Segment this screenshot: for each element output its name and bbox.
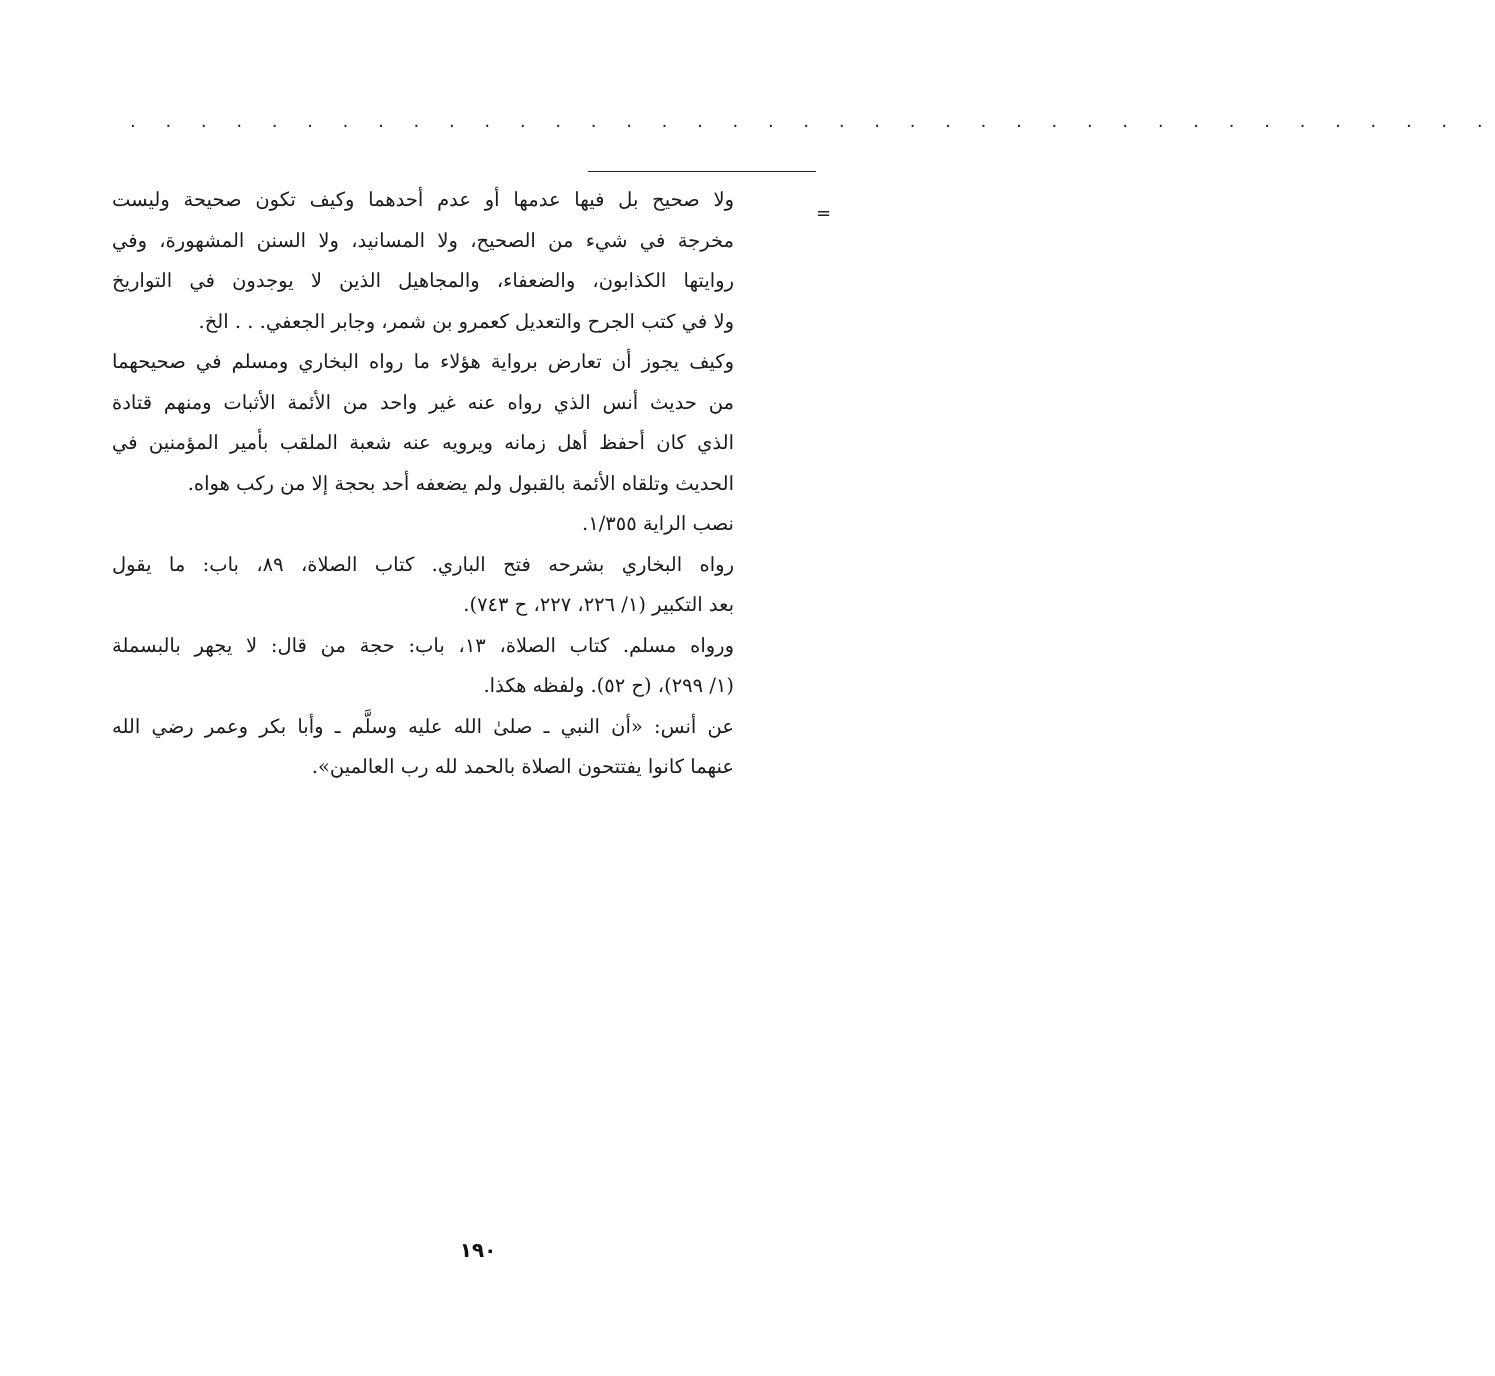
footnote-text-block <box>112 180 734 788</box>
footnote-line: (١/ ٢٩٩)، (ح ٥٢). ولفظه هكذا. <box>483 674 734 697</box>
page-number: ١٩٠ <box>459 1238 497 1262</box>
footnote-line: الذي كان أحفظ أهل زمانه ويرويه عنه شعبة الملقب بأمير المؤمنين في <box>112 431 734 454</box>
footnote-rule <box>588 171 816 172</box>
header-dots-separator: . . . . . . . . . . . . . . . . . . . . . . . . . . . . . . . . . . . . . . . <box>130 111 1495 132</box>
footnote-line: رواه البخاري بشرحه فتح الباري. كتاب الصلاة، ٨٩، باب: ما يقول <box>112 552 735 576</box>
footnote-line: عن أنس: «أن النبي ـ صلىٰ الله عليه وسلَّم ـ وأبا بكر وعمر رضي الله <box>112 714 734 738</box>
footnote-line: وكيف يجوز أن تعارض برواية هؤلاء ما رواه البخاري ومسلم في صحيحهما <box>112 350 734 373</box>
footnote-continuation-mark: = <box>816 203 832 224</box>
footnote-line: من حديث أنس الذي رواه عنه غير واحد من الأئمة الأثبات ومنهم قتادة <box>112 390 734 414</box>
footnote-line: الحديث وتلقاه الأئمة بالقبول ولم يضعفه أحد بحجة إلا من ركب هواه. <box>187 471 734 495</box>
footnote-line: بعد التكبير (١/ ٢٢٦، ٢٢٧، ح ٧٤٣). <box>463 593 734 616</box>
footnote-line: عنهما كانوا يفتتحون الصلاة بالحمد لله رب العالمين». <box>311 755 734 778</box>
footnote-line: مخرجة في شيء من الصحيح، ولا المسانيد، ولا السنن المشهورة، وفي <box>112 228 734 252</box>
footnote-source: نصب الراية ١/٣٥٥. <box>582 512 734 535</box>
footnote-line: روايتها الكذابون، والضعفاء، والمجاهيل الذين لا يوجدون في التواريخ <box>112 269 734 292</box>
footnote-line: ورواه مسلم. كتاب الصلاة، ١٣، باب: حجة من قال: لا يجهر بالبسملة <box>112 633 734 657</box>
footnote-line: ولا صحيح بل فيها عدمها أو عدم أحدهما وكيف تكون صحيحة وليست <box>112 188 734 211</box>
footnote-line: ولا في كتب الجرح والتعديل كعمرو بن شمر، وجابر الجعفي. . . الخ. <box>198 309 734 333</box>
